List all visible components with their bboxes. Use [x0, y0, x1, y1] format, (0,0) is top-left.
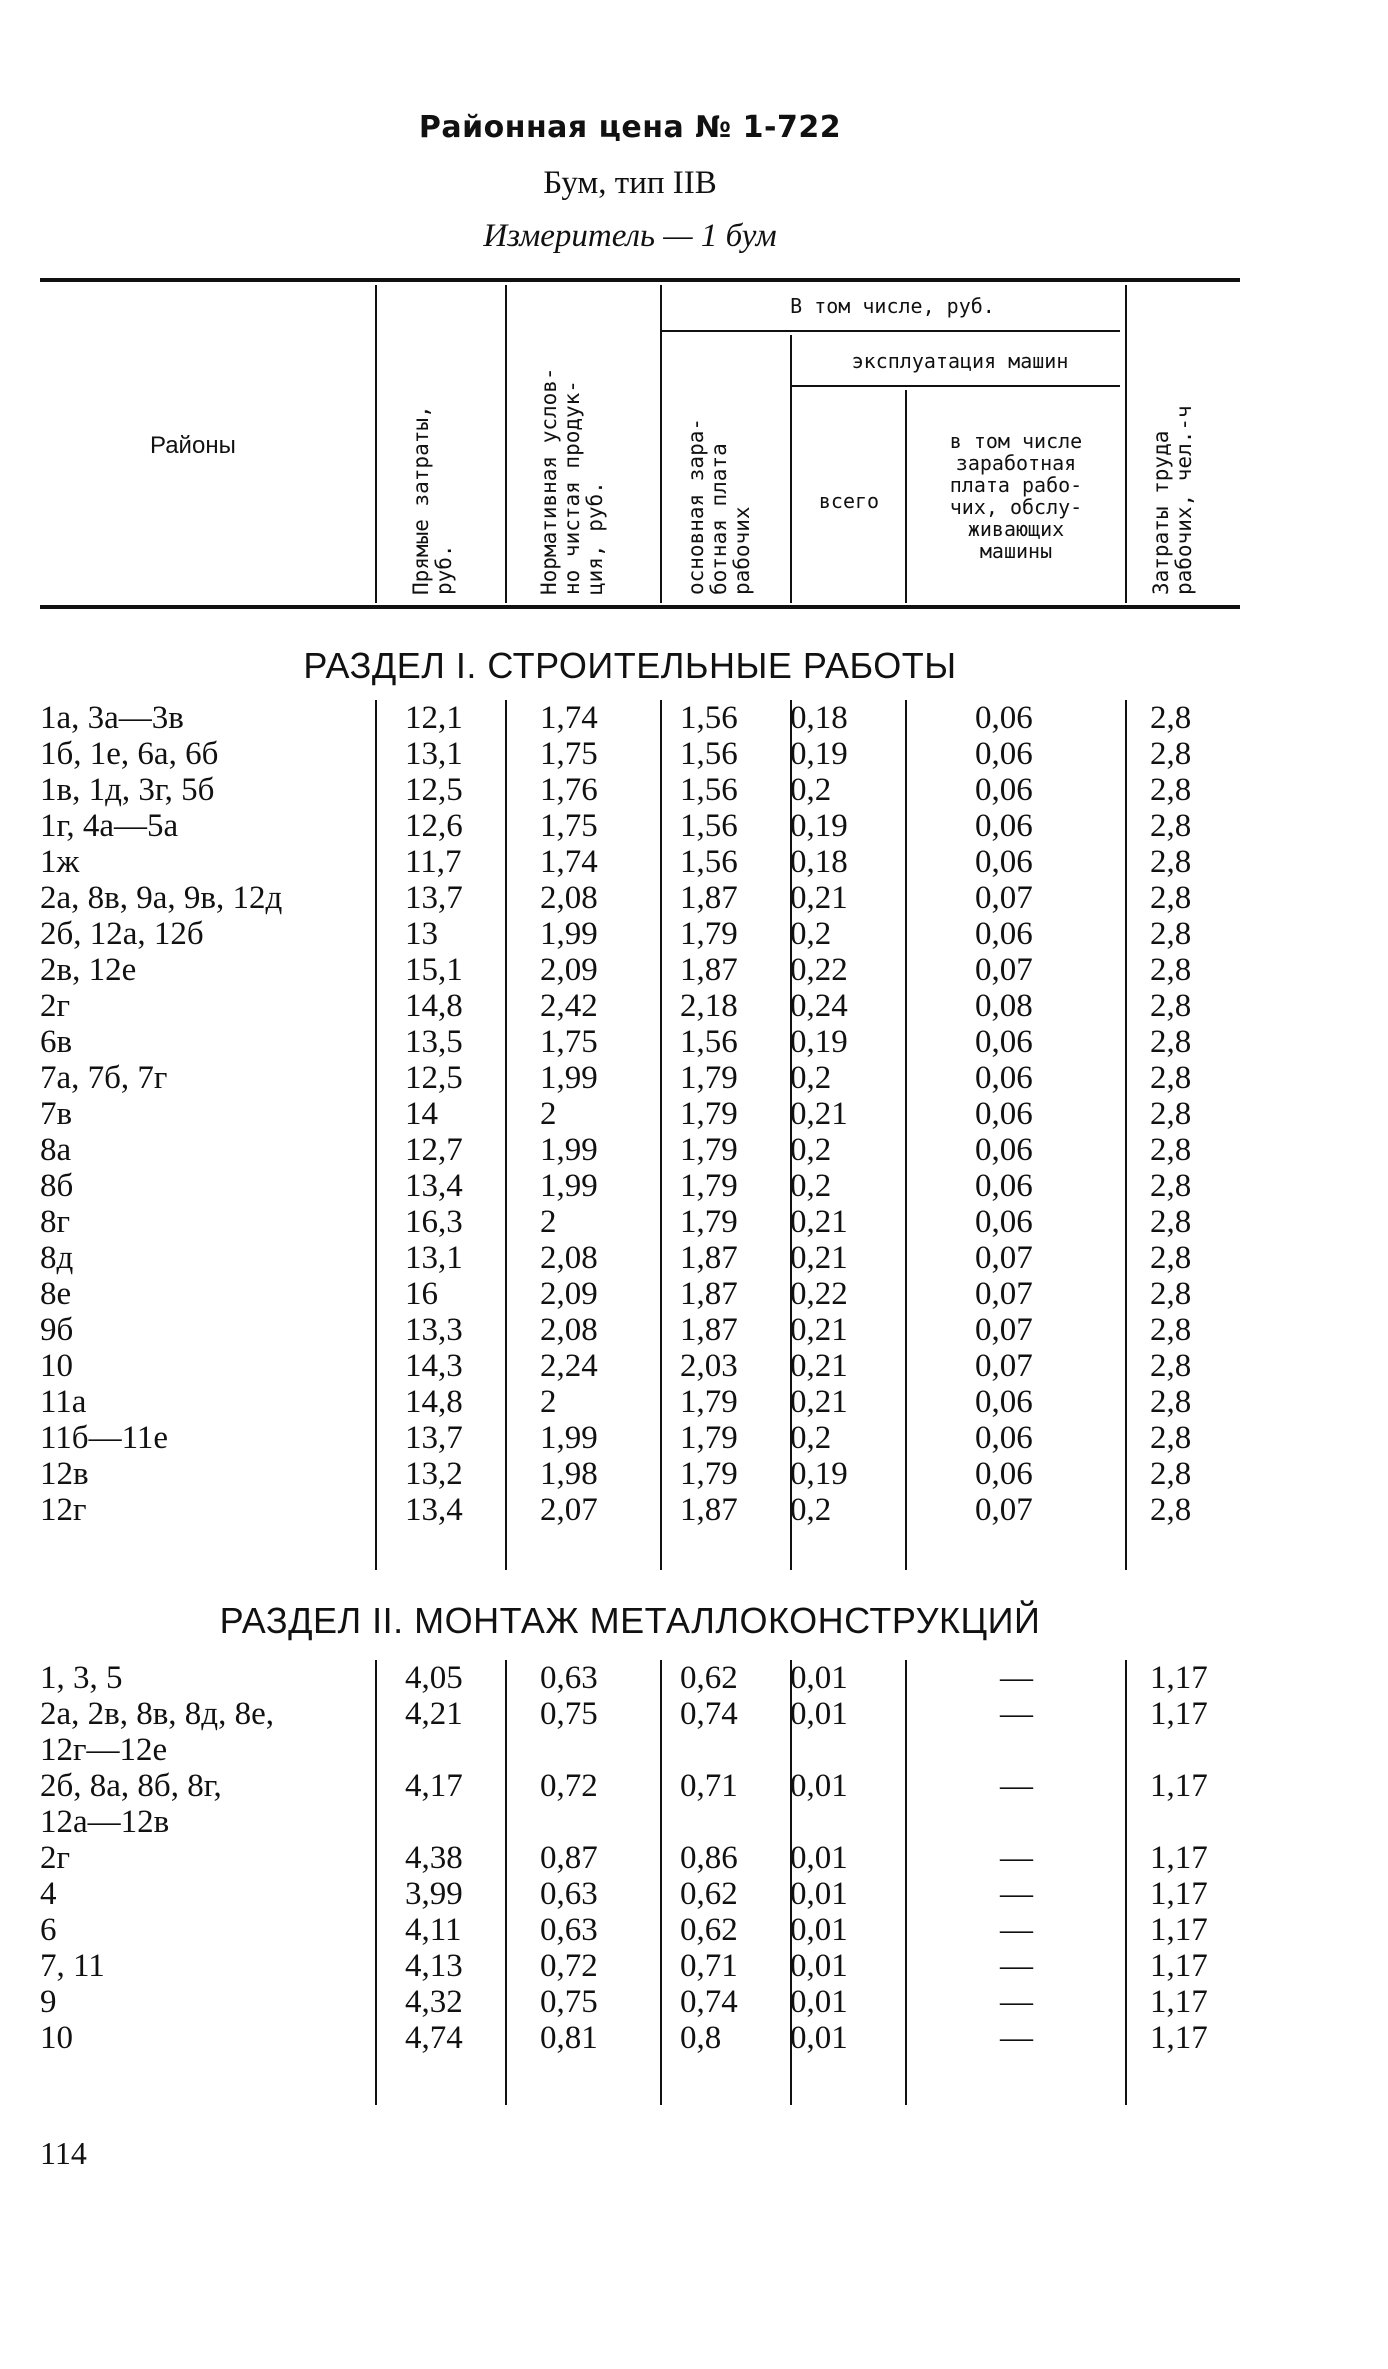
- direct-cost-cell: 13,3: [405, 1312, 463, 1348]
- region-cell: 11а: [40, 1384, 87, 1420]
- machines-total-cell: 0,19: [790, 1024, 848, 1060]
- table-row: [0, 1420, 1388, 1456]
- direct-cost-cell: 4,38: [405, 1840, 463, 1876]
- machines-total-cell: 0,01: [790, 1912, 848, 1948]
- region-cell: 11б—11е: [40, 1420, 168, 1456]
- table-row: [0, 1024, 1388, 1060]
- base-wage-cell: 1,56: [680, 1024, 738, 1060]
- header-norm-product: Нормативная услов- но чистая продук- ция, руб.: [537, 367, 607, 595]
- machines-total-cell: 0,2: [790, 1492, 832, 1528]
- base-wage-cell: 1,87: [680, 1312, 738, 1348]
- machines-total-cell: 0,21: [790, 1384, 848, 1420]
- direct-cost-cell: 4,21: [405, 1696, 463, 1732]
- machines-total-cell: 0,01: [790, 1696, 848, 1732]
- direct-cost-cell: 13: [405, 916, 438, 952]
- machines-wage-cell: —: [1000, 1768, 1033, 1804]
- table-row: [0, 1696, 1388, 1732]
- machines-total-cell: 0,2: [790, 1060, 832, 1096]
- header-top-rule: [40, 278, 1240, 282]
- section-2-rows: [0, 1660, 1388, 2056]
- norm-product-cell: 2: [540, 1384, 557, 1420]
- table-row: [0, 1456, 1388, 1492]
- machines-total-cell: 0,01: [790, 2020, 848, 2056]
- labor-cell: 1,17: [1150, 2020, 1208, 2056]
- machines-wage-cell: 0,06: [975, 1420, 1033, 1456]
- region-cell: 1, 3, 5: [40, 1660, 123, 1696]
- table-row: [0, 916, 1388, 952]
- base-wage-cell: 0,86: [680, 1840, 738, 1876]
- norm-product-cell: 0,87: [540, 1840, 598, 1876]
- machines-wage-cell: —: [1000, 1984, 1033, 2020]
- direct-cost-cell: 12,5: [405, 1060, 463, 1096]
- direct-cost-cell: 4,32: [405, 1984, 463, 2020]
- header-machines-total: всего: [818, 489, 880, 513]
- labor-cell: 2,8: [1150, 1384, 1192, 1420]
- header-including: В том числе, руб.: [790, 294, 995, 318]
- labor-cell: 2,8: [1150, 1348, 1192, 1384]
- machines-total-cell: 0,21: [790, 880, 848, 916]
- table-row: [0, 1984, 1388, 2020]
- base-wage-cell: 2,18: [680, 988, 738, 1024]
- machines-wage-cell: —: [1000, 2020, 1033, 2056]
- table-row: [0, 988, 1388, 1024]
- machines-wage-cell: 0,06: [975, 1096, 1033, 1132]
- region-cell: 10: [40, 1348, 73, 1384]
- direct-cost-cell: 4,17: [405, 1768, 463, 1804]
- region-cell: 12г: [40, 1492, 87, 1528]
- machines-wage-cell: 0,07: [975, 952, 1033, 988]
- table-row: [0, 844, 1388, 880]
- norm-product-cell: 1,98: [540, 1456, 598, 1492]
- direct-cost-cell: 15,1: [405, 952, 463, 988]
- header-divider-2: [505, 285, 507, 603]
- base-wage-cell: 1,87: [680, 880, 738, 916]
- header-bottom-rule: [40, 605, 1240, 609]
- direct-cost-cell: 13,1: [405, 1240, 463, 1276]
- header-divider-6: [1125, 285, 1127, 603]
- direct-cost-cell: 14,3: [405, 1348, 463, 1384]
- labor-cell: 1,17: [1150, 1768, 1208, 1804]
- labor-cell: 2,8: [1150, 1456, 1192, 1492]
- machines-total-cell: 0,01: [790, 1768, 848, 1804]
- header-divider-5: [905, 390, 907, 603]
- base-wage-cell: 1,79: [680, 1060, 738, 1096]
- machines-total-cell: 0,01: [790, 1840, 848, 1876]
- machines-wage-cell: —: [1000, 1696, 1033, 1732]
- direct-cost-cell: 16: [405, 1276, 438, 1312]
- labor-cell: 2,8: [1150, 880, 1192, 916]
- direct-cost-cell: 4,11: [405, 1912, 462, 1948]
- machines-total-cell: 0,19: [790, 808, 848, 844]
- norm-product-cell: 1,75: [540, 1024, 598, 1060]
- table-row: [0, 952, 1388, 988]
- measure-unit: Измеритель — 1 бум: [483, 218, 777, 254]
- machines-total-cell: 0,19: [790, 736, 848, 772]
- machines-wage-cell: 0,06: [975, 1456, 1033, 1492]
- machines-total-cell: 0,22: [790, 1276, 848, 1312]
- labor-cell: 2,8: [1150, 1096, 1192, 1132]
- norm-product-cell: 2,08: [540, 1240, 598, 1276]
- machines-total-cell: 0,21: [790, 1348, 848, 1384]
- machines-total-cell: 0,2: [790, 1168, 832, 1204]
- labor-cell: 1,17: [1150, 1876, 1208, 1912]
- machines-wage-cell: —: [1000, 1876, 1033, 1912]
- region-cell: 8г: [40, 1204, 71, 1240]
- region-continuation: 12а—12в: [40, 1804, 170, 1840]
- region-cell: 12в: [40, 1456, 89, 1492]
- machines-total-cell: 0,2: [790, 916, 832, 952]
- norm-product-cell: 2: [540, 1096, 557, 1132]
- labor-cell: 1,17: [1150, 1984, 1208, 2020]
- table-row: [0, 1240, 1388, 1276]
- base-wage-cell: 0,71: [680, 1948, 738, 1984]
- labor-cell: 2,8: [1150, 736, 1192, 772]
- direct-cost-cell: 16,3: [405, 1204, 463, 1240]
- labor-cell: 2,8: [1150, 1024, 1192, 1060]
- direct-cost-cell: 14: [405, 1096, 438, 1132]
- labor-cell: 2,8: [1150, 988, 1192, 1024]
- header-regions: Районы: [150, 432, 236, 459]
- header-divider-4: [790, 335, 792, 603]
- direct-cost-cell: 11,7: [405, 844, 462, 880]
- base-wage-cell: 1,87: [680, 1276, 738, 1312]
- norm-product-cell: 2,42: [540, 988, 598, 1024]
- region-cell: 8б: [40, 1168, 74, 1204]
- machines-total-cell: 0,24: [790, 988, 848, 1024]
- region-cell: 1а, 3а—3в: [40, 700, 184, 736]
- table-row: [0, 1492, 1388, 1528]
- direct-cost-cell: 13,5: [405, 1024, 463, 1060]
- labor-cell: 2,8: [1150, 1420, 1192, 1456]
- region-cell: 1в, 1д, 3г, 5б: [40, 772, 215, 808]
- machines-total-cell: 0,2: [790, 772, 832, 808]
- table-row: [0, 808, 1388, 844]
- norm-product-cell: 0,72: [540, 1768, 598, 1804]
- machines-wage-cell: 0,07: [975, 1492, 1033, 1528]
- direct-cost-cell: 12,5: [405, 772, 463, 808]
- machines-total-cell: 0,01: [790, 1948, 848, 1984]
- machines-wage-cell: 0,06: [975, 700, 1033, 736]
- region-cell: 1г, 4а—5а: [40, 808, 179, 844]
- base-wage-cell: 0,62: [680, 1912, 738, 1948]
- table-row: [0, 1876, 1388, 1912]
- machines-wage-cell: 0,06: [975, 844, 1033, 880]
- norm-product-cell: 2,09: [540, 952, 598, 988]
- table-row: [0, 1660, 1388, 1696]
- direct-cost-cell: 12,6: [405, 808, 463, 844]
- base-wage-cell: 1,79: [680, 1204, 738, 1240]
- header-divider-1: [375, 285, 377, 603]
- norm-product-cell: 1,99: [540, 1168, 598, 1204]
- header-base-wage: основная зара- ботная плата рабочих: [684, 417, 754, 595]
- machines-total-cell: 0,22: [790, 952, 848, 988]
- norm-product-cell: 2: [540, 1204, 557, 1240]
- machines-wage-cell: 0,06: [975, 916, 1033, 952]
- machines-rule: [790, 385, 1120, 387]
- labor-cell: 2,8: [1150, 952, 1192, 988]
- labor-cell: 2,8: [1150, 1168, 1192, 1204]
- norm-product-cell: 0,63: [540, 1912, 598, 1948]
- region-cell: 8д: [40, 1240, 74, 1276]
- table-row: [0, 1060, 1388, 1096]
- machines-wage-cell: 0,06: [975, 1024, 1033, 1060]
- labor-cell: 1,17: [1150, 1948, 1208, 1984]
- norm-product-cell: 1,75: [540, 736, 598, 772]
- base-wage-cell: 1,79: [680, 1420, 738, 1456]
- machines-total-cell: 0,01: [790, 1660, 848, 1696]
- header-labor: Затраты труда рабочих, чел.-ч: [1149, 405, 1196, 595]
- direct-cost-cell: 12,1: [405, 700, 463, 736]
- page-number: 114: [40, 2135, 87, 2171]
- region-cell: 7в: [40, 1096, 73, 1132]
- price-title: Районная цена № 1-722: [418, 110, 842, 145]
- header-machines-wage: в том числе заработная плата рабо- чих, обслу- живающих машины: [949, 429, 1083, 563]
- base-wage-cell: 1,56: [680, 844, 738, 880]
- direct-cost-cell: 13,4: [405, 1492, 463, 1528]
- machines-total-cell: 0,18: [790, 700, 848, 736]
- region-cell: 9б: [40, 1312, 74, 1348]
- direct-cost-cell: 4,05: [405, 1660, 463, 1696]
- table-row: [0, 700, 1388, 736]
- labor-cell: 2,8: [1150, 1312, 1192, 1348]
- base-wage-cell: 1,79: [680, 916, 738, 952]
- region-cell: 2а, 2в, 8в, 8д, 8е,: [40, 1696, 274, 1732]
- direct-cost-cell: 4,13: [405, 1948, 463, 1984]
- labor-cell: 2,8: [1150, 1276, 1192, 1312]
- including-rule: [660, 330, 1120, 332]
- table-row: [0, 1168, 1388, 1204]
- machines-wage-cell: 0,06: [975, 1384, 1033, 1420]
- base-wage-cell: 2,03: [680, 1348, 738, 1384]
- base-wage-cell: 1,79: [680, 1168, 738, 1204]
- labor-cell: 2,8: [1150, 700, 1192, 736]
- machines-wage-cell: 0,06: [975, 1132, 1033, 1168]
- norm-product-cell: 1,76: [540, 772, 598, 808]
- region-cell: 7, 11: [40, 1948, 105, 1984]
- base-wage-cell: 1,79: [680, 1132, 738, 1168]
- region-cell: 1ж: [40, 844, 80, 880]
- labor-cell: 1,17: [1150, 1696, 1208, 1732]
- norm-product-cell: 0,75: [540, 1984, 598, 2020]
- norm-product-cell: 0,75: [540, 1696, 598, 1732]
- machines-wage-cell: 0,07: [975, 1240, 1033, 1276]
- base-wage-cell: 1,79: [680, 1456, 738, 1492]
- region-continuation: 12г—12е: [40, 1732, 168, 1768]
- labor-cell: 2,8: [1150, 916, 1192, 952]
- region-cell: 10: [40, 2020, 73, 2056]
- norm-product-cell: 2,08: [540, 1312, 598, 1348]
- norm-product-cell: 0,81: [540, 2020, 598, 2056]
- table-row: [0, 1276, 1388, 1312]
- base-wage-cell: 1,87: [680, 1240, 738, 1276]
- machines-total-cell: 0,21: [790, 1204, 848, 1240]
- region-cell: 8а: [40, 1132, 72, 1168]
- labor-cell: 1,17: [1150, 1912, 1208, 1948]
- base-wage-cell: 0,71: [680, 1768, 738, 1804]
- norm-product-cell: 1,99: [540, 1132, 598, 1168]
- header-machines: эксплуатация машин: [851, 349, 1069, 373]
- direct-cost-cell: 14,8: [405, 1384, 463, 1420]
- direct-cost-cell: 13,2: [405, 1456, 463, 1492]
- base-wage-cell: 0,62: [680, 1660, 738, 1696]
- machines-wage-cell: 0,08: [975, 988, 1033, 1024]
- norm-product-cell: 1,75: [540, 808, 598, 844]
- direct-cost-cell: 4,74: [405, 2020, 463, 2056]
- table-row: [0, 1312, 1388, 1348]
- direct-cost-cell: 12,7: [405, 1132, 463, 1168]
- header-direct-costs: Прямые затраты, руб.: [409, 405, 456, 595]
- machines-wage-cell: 0,06: [975, 808, 1033, 844]
- machines-wage-cell: 0,06: [975, 736, 1033, 772]
- norm-product-cell: 1,99: [540, 1420, 598, 1456]
- machines-wage-cell: 0,06: [975, 1060, 1033, 1096]
- machines-wage-cell: —: [1000, 1660, 1033, 1696]
- region-cell: 6в: [40, 1024, 73, 1060]
- region-cell: 2б, 12а, 12б: [40, 916, 204, 952]
- table-row: [0, 1384, 1388, 1420]
- table-row: [0, 880, 1388, 916]
- norm-product-cell: 0,72: [540, 1948, 598, 1984]
- machines-wage-cell: 0,07: [975, 1348, 1033, 1384]
- base-wage-cell: 1,56: [680, 700, 738, 736]
- norm-product-cell: 2,07: [540, 1492, 598, 1528]
- norm-product-cell: 2,08: [540, 880, 598, 916]
- norm-product-cell: 2,24: [540, 1348, 598, 1384]
- norm-product-cell: 2,09: [540, 1276, 598, 1312]
- table-row: [0, 1912, 1388, 1948]
- base-wage-cell: 0,74: [680, 1696, 738, 1732]
- header-divider-3: [660, 285, 662, 603]
- table-row: [0, 1348, 1388, 1384]
- direct-cost-cell: 13,7: [405, 880, 463, 916]
- base-wage-cell: 1,87: [680, 1492, 738, 1528]
- table-row: [0, 2020, 1388, 2056]
- labor-cell: 2,8: [1150, 808, 1192, 844]
- region-cell: 2г: [40, 1840, 71, 1876]
- section-1-title: РАЗДЕЛ I. СТРОИТЕЛЬНЫЕ РАБОТЫ: [303, 645, 957, 686]
- table-row: [0, 1204, 1388, 1240]
- machines-wage-cell: 0,06: [975, 1168, 1033, 1204]
- machines-total-cell: 0,01: [790, 1876, 848, 1912]
- direct-cost-cell: 14,8: [405, 988, 463, 1024]
- region-cell: 2б, 8а, 8б, 8г,: [40, 1768, 222, 1804]
- machines-wage-cell: —: [1000, 1912, 1033, 1948]
- machines-total-cell: 0,18: [790, 844, 848, 880]
- labor-cell: 2,8: [1150, 1492, 1192, 1528]
- table-row: [0, 772, 1388, 808]
- section-1-rows: [0, 700, 1388, 1528]
- machines-wage-cell: 0,07: [975, 1276, 1033, 1312]
- labor-cell: 2,8: [1150, 844, 1192, 880]
- region-cell: 9: [40, 1984, 57, 2020]
- item-subtitle: Бум, тип IIВ: [543, 165, 717, 201]
- table-row: [0, 1840, 1388, 1876]
- base-wage-cell: 0,8: [680, 2020, 722, 2056]
- section-2-title: РАЗДЕЛ II. МОНТАЖ МЕТАЛЛОКОНСТРУКЦИЙ: [219, 1600, 1041, 1641]
- machines-total-cell: 0,2: [790, 1132, 832, 1168]
- base-wage-cell: 0,62: [680, 1876, 738, 1912]
- direct-cost-cell: 13,7: [405, 1420, 463, 1456]
- region-cell: 2г: [40, 988, 71, 1024]
- region-cell: 7а, 7б, 7г: [40, 1060, 168, 1096]
- region-cell: 1б, 1е, 6а, 6б: [40, 736, 219, 772]
- table-row: [0, 1948, 1388, 1984]
- norm-product-cell: 0,63: [540, 1660, 598, 1696]
- norm-product-cell: 1,74: [540, 700, 598, 736]
- labor-cell: 1,17: [1150, 1840, 1208, 1876]
- base-wage-cell: 1,87: [680, 952, 738, 988]
- direct-cost-cell: 13,1: [405, 736, 463, 772]
- table-row: [0, 1096, 1388, 1132]
- labor-cell: 2,8: [1150, 772, 1192, 808]
- region-cell: 6: [40, 1912, 57, 1948]
- direct-cost-cell: 3,99: [405, 1876, 463, 1912]
- base-wage-cell: 1,56: [680, 772, 738, 808]
- norm-product-cell: 1,99: [540, 1060, 598, 1096]
- labor-cell: 2,8: [1150, 1060, 1192, 1096]
- machines-wage-cell: 0,07: [975, 1312, 1033, 1348]
- machines-wage-cell: 0,06: [975, 772, 1033, 808]
- machines-total-cell: 0,21: [790, 1312, 848, 1348]
- machines-total-cell: 0,21: [790, 1096, 848, 1132]
- direct-cost-cell: 13,4: [405, 1168, 463, 1204]
- machines-wage-cell: 0,07: [975, 880, 1033, 916]
- base-wage-cell: 1,79: [680, 1384, 738, 1420]
- base-wage-cell: 1,56: [680, 736, 738, 772]
- table-row: [0, 1132, 1388, 1168]
- table-row: [0, 1768, 1388, 1804]
- labor-cell: 2,8: [1150, 1240, 1192, 1276]
- region-cell: 2в, 12е: [40, 952, 137, 988]
- region-cell: 2а, 8в, 9а, 9в, 12д: [40, 880, 283, 916]
- base-wage-cell: 1,56: [680, 808, 738, 844]
- norm-product-cell: 1,99: [540, 916, 598, 952]
- labor-cell: 2,8: [1150, 1204, 1192, 1240]
- machines-total-cell: 0,2: [790, 1420, 832, 1456]
- region-cell: 8е: [40, 1276, 72, 1312]
- base-wage-cell: 1,79: [680, 1096, 738, 1132]
- machines-total-cell: 0,19: [790, 1456, 848, 1492]
- machines-wage-cell: —: [1000, 1840, 1033, 1876]
- norm-product-cell: 1,74: [540, 844, 598, 880]
- labor-cell: 1,17: [1150, 1660, 1208, 1696]
- table-row: [0, 736, 1388, 772]
- labor-cell: 2,8: [1150, 1132, 1192, 1168]
- machines-wage-cell: —: [1000, 1948, 1033, 1984]
- region-cell: 4: [40, 1876, 57, 1912]
- base-wage-cell: 0,74: [680, 1984, 738, 2020]
- machines-wage-cell: 0,06: [975, 1204, 1033, 1240]
- norm-product-cell: 0,63: [540, 1876, 598, 1912]
- machines-total-cell: 0,21: [790, 1240, 848, 1276]
- machines-total-cell: 0,01: [790, 1984, 848, 2020]
